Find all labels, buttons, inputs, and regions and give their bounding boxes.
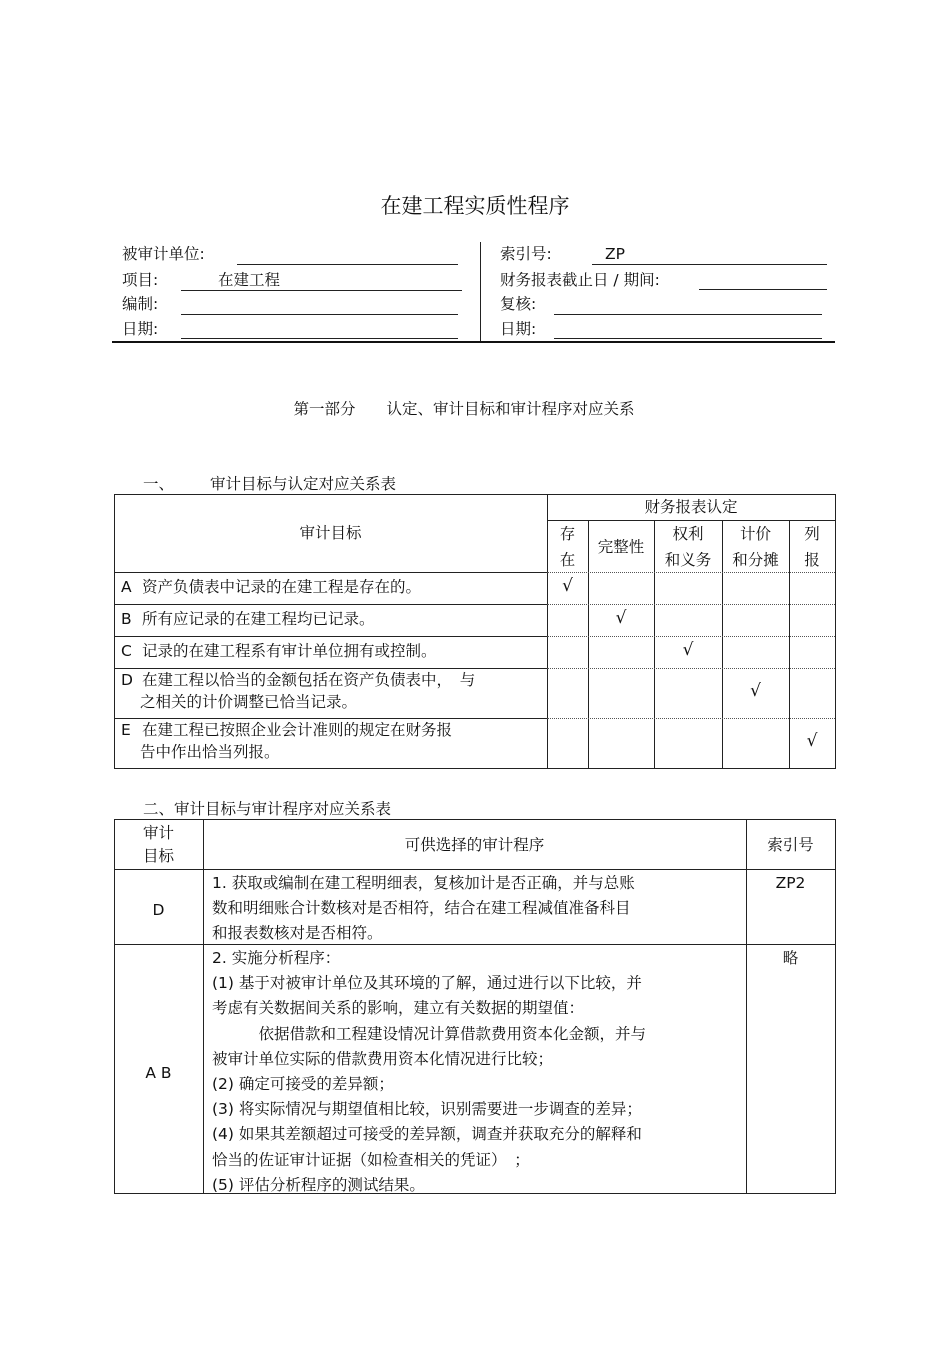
- t2-row2-line: (2) 确定可接受的差异额；: [212, 1075, 394, 1093]
- document-title: 在建工程实质性程序: [380, 194, 570, 218]
- t1-header-assertion-line: 在: [559, 551, 576, 569]
- t1-header-assertion-line: 计价: [739, 525, 771, 543]
- t2-header-index: 索引号: [767, 836, 814, 854]
- t2-row2-line: 2. 实施分析程序：: [212, 949, 341, 967]
- t1-row-letter: E: [121, 721, 131, 739]
- audited-unit-underline: [237, 264, 458, 265]
- t1-row-objective-text: 之相关的计价调整已恰当记录。: [140, 693, 358, 711]
- date-underline: [181, 338, 458, 339]
- t2-row1-line2: 数和明细账合计数核对是否相符，结合在建工程减值准备科目: [212, 899, 631, 917]
- review-label: 复核:: [500, 295, 537, 313]
- t2-header-objective-line1: 审计: [142, 824, 174, 842]
- t1-row-letter: C: [121, 642, 132, 660]
- t1-header-assertions: 财务报表认定: [644, 498, 738, 516]
- t2-row2-line: 被审计单位实际的借款费用资本化情况进行比较；: [212, 1049, 554, 1068]
- t1-header-assertion-line: 权利: [672, 525, 704, 543]
- t2-header-bottom: [114, 869, 836, 870]
- t2-row2-objective: A B: [145, 1064, 172, 1082]
- index-label: 索引号:: [500, 245, 552, 263]
- t2-row2-index: 略: [782, 949, 799, 967]
- t1-check-mark: √: [750, 681, 761, 701]
- t2-row2-line: 考虑有关数据间关系的影响，建立有关数据的期望值：: [212, 999, 585, 1018]
- t1-header-assertion-line: 和分摊: [732, 551, 779, 569]
- t1-row-objective-text: 资产负债表中记录的在建工程是存在的。: [142, 578, 422, 596]
- project-value: 在建工程: [218, 271, 281, 289]
- t1-row-line-dotted: [547, 668, 835, 669]
- t2-row2-line: 恰当的佐证审计证据（如检查相关的凭证） ；: [212, 1150, 530, 1169]
- header-divider: [480, 242, 481, 342]
- t1-header-assertion: 完整性: [597, 538, 645, 556]
- t2-right-border: [835, 819, 836, 1193]
- audited-unit-label: 被审计单位:: [122, 245, 205, 263]
- part-one-title: 第一部分 认定、审计目标和审计程序对应关系: [293, 400, 635, 418]
- t1-row-line: [114, 636, 547, 637]
- t2-header-procedure: 可供选择的审计程序: [404, 836, 545, 854]
- header-bottom-rule: [112, 341, 835, 343]
- t1-row-line-dotted: [547, 604, 835, 605]
- t1-row-line-dotted: [547, 718, 835, 719]
- t1-row-objective-text: 记录的在建工程系有审计单位拥有或控制。: [142, 642, 437, 660]
- t1-row-line: [114, 604, 547, 605]
- t1-row-line: [114, 572, 547, 573]
- t2-row2-line: (1) 基于对被审计单位及其环境的了解，通过进行以下比较，并: [212, 974, 642, 993]
- section-one-number: 一、: [143, 475, 175, 493]
- section-one-title: 审计目标与认定对应关系表: [210, 475, 397, 493]
- t1-check-mark: √: [562, 576, 573, 596]
- t1-bottom-border: [114, 768, 836, 769]
- project-label: 项目:: [122, 271, 159, 289]
- index-underline: [592, 264, 827, 265]
- review-underline: [554, 314, 822, 315]
- t2-left-border: [114, 819, 115, 1193]
- t1-row-line-dotted: [547, 572, 835, 573]
- t2-row1-index: ZP2: [775, 874, 806, 892]
- t1-row-objective-text: 在建工程以恰当的金额包括在资产负债表中， 与: [142, 671, 476, 689]
- t1-row-objective-text: 告中作出恰当列报。: [140, 743, 280, 761]
- t1-header-assertion-line: 存: [559, 525, 576, 543]
- period-label: 财务报表截止日 / 期间:: [500, 271, 660, 289]
- t1-top-border: [114, 494, 835, 495]
- t1-row-objective-text: 所有应记录的在建工程均已记录。: [142, 610, 375, 628]
- prepared-label: 编制:: [122, 295, 159, 313]
- t2-row2-line: 依据借款和工程建设情况计算借款费用资本化金额，并与: [212, 1024, 647, 1043]
- t2-row1-objective: D: [152, 901, 165, 919]
- t2-row1-line1: 1. 获取或编制在建工程明细表，复核加计是否正确，并与总账: [212, 874, 635, 892]
- date2-label: 日期:: [500, 320, 537, 338]
- period-underline: [699, 289, 827, 290]
- prepared-underline: [181, 314, 458, 315]
- t2-row2-line: (3) 将实际情况与期望值相比较，识别需要进一步调查的差异；: [212, 1100, 642, 1119]
- t1-row-letter: D: [121, 671, 133, 689]
- t1-check-mark: √: [615, 608, 627, 628]
- t1-header-assertion-line: 和义务: [664, 551, 712, 569]
- t1-row-line-dotted: [547, 636, 835, 637]
- date2-underline: [554, 338, 822, 339]
- t1-row-letter: A: [121, 578, 132, 596]
- project-underline: [181, 290, 462, 291]
- t2-row1-line3: 和报表数核对是否相符。: [212, 924, 383, 942]
- section-two-title: 二、审计目标与审计程序对应关系表: [143, 800, 392, 818]
- index-value: ZP: [605, 245, 625, 263]
- date-label: 日期:: [122, 320, 159, 338]
- t1-check-mark: √: [806, 731, 818, 751]
- t2-row2-line: (5) 评估分析程序的测试结果。: [212, 1175, 425, 1194]
- t2-col1-divider: [203, 819, 204, 1193]
- t2-top-border: [114, 819, 836, 820]
- t1-row-letter: B: [121, 610, 132, 628]
- t1-assertion-subheader-line: [547, 520, 835, 521]
- t1-header-objective: 审计目标: [299, 524, 362, 542]
- t1-header-assertion-line: 报: [804, 551, 820, 569]
- t1-right-border: [835, 494, 836, 768]
- t1-header-assertion-line: 列: [804, 525, 820, 543]
- t2-header-objective-line2: 目标: [142, 847, 174, 865]
- t1-row-objective-text: 在建工程已按照企业会计准则的规定在财务报: [142, 721, 453, 739]
- t1-check-mark: √: [682, 640, 694, 660]
- t2-row2-line: (4) 如果其差额超过可接受的差异额，调查并获取充分的解释和: [212, 1125, 642, 1144]
